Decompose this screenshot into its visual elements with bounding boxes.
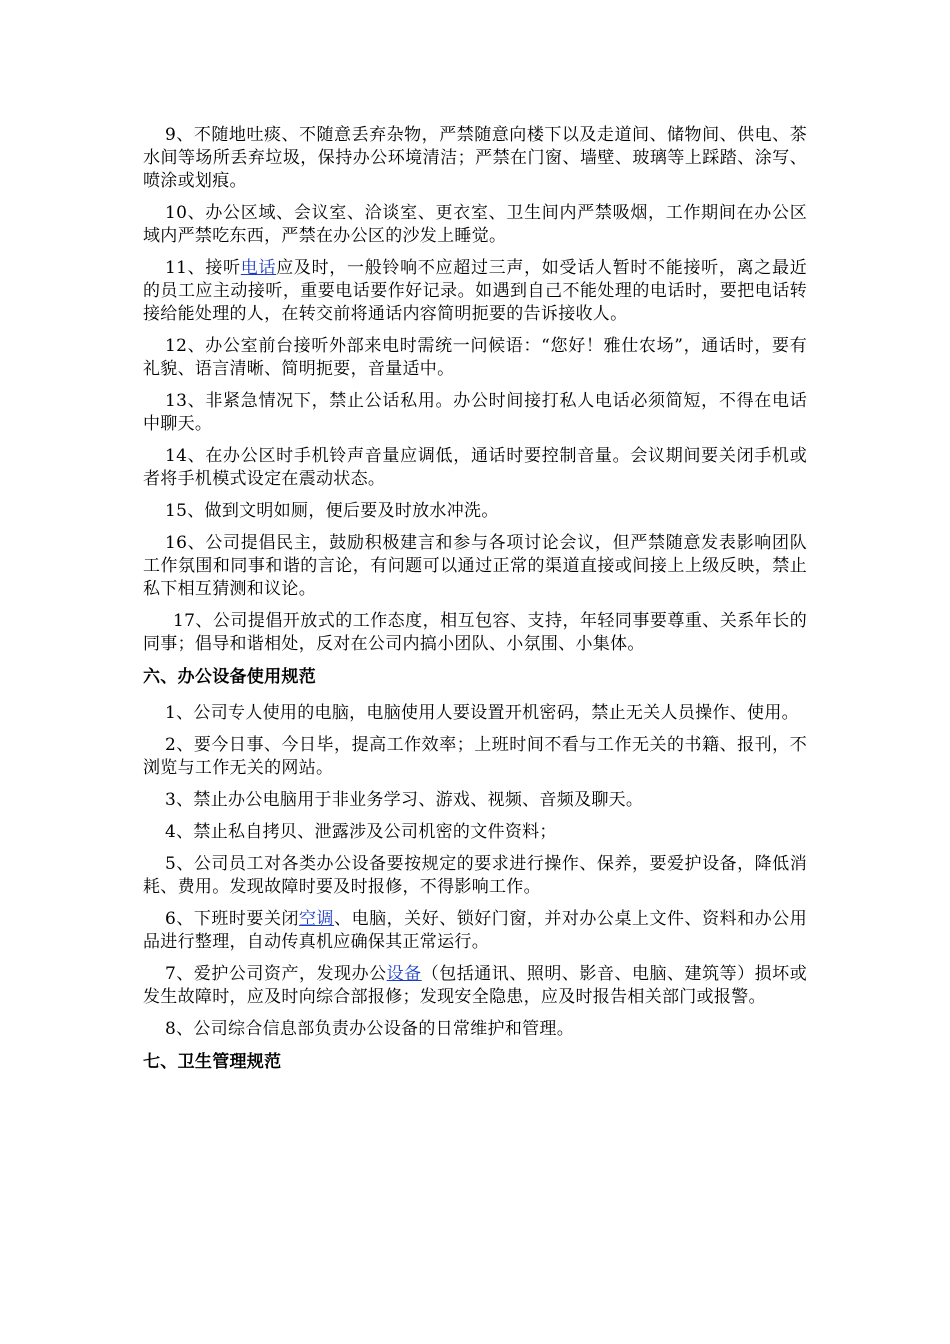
paragraph-text: 7、爱护公司资产，发现办公 (165, 964, 387, 984)
paragraph-text: 15、做到文明如厕，便后要及时放水冲洗。 (165, 501, 499, 521)
rules-list (143, 124, 807, 656)
paragraph-text: 12、办公室前台接听外部来电时需统一问候语：“您好！雅仕农场”，通话时，要有礼貌、语言清晰、简明扼要，音量适中。 (143, 336, 807, 379)
rule-paragraph-p17 (143, 610, 807, 656)
paragraph-text: 应及时，一般铃响不应超过三声，如受话人暂时不能接听，离之最近的员工应主动接听，重要电话要作好记录。如遇到自己不能处理的电话时，要把电话转接给能处理的人，在转交前将通话内容简明扼要的告诉接收人。 (143, 258, 807, 324)
paragraph-text: 14、在办公区时手机铃声音量应调低，通话时要控制音量。会议期间要关闭手机或者将手机模式设定在震动状态。 (143, 446, 807, 489)
rule-paragraph-p12 (143, 335, 807, 381)
rule-paragraph-p9 (143, 124, 807, 193)
hyperlink-e7-1[interactable]: 设备 (386, 964, 422, 984)
rule-paragraph-p10 (143, 202, 807, 248)
hyperlink-e6-1[interactable]: 空调 (299, 909, 335, 929)
paragraph-text: 11、接听 (165, 258, 241, 278)
rule-paragraph-e8 (143, 1018, 807, 1041)
rule-paragraph-e6 (143, 908, 807, 954)
hyperlink-p11-1[interactable]: 电话 (240, 258, 277, 278)
paragraph-text: 5、公司员工对各类办公设备要按规定的要求进行操作、保养，要爱护设备，降低消耗、费用。发现故障时要及时报修，不得影响工作。 (143, 854, 807, 897)
rule-paragraph-e5 (143, 853, 807, 899)
rule-paragraph-p11 (143, 257, 807, 326)
rule-paragraph-e4 (143, 821, 807, 844)
paragraph-text: 8、公司综合信息部负责办公设备的日常维护和管理。 (165, 1019, 575, 1039)
rule-paragraph-e2 (143, 734, 807, 780)
paragraph-text: 4、禁止私自拷贝、泄露涉及公司机密的文件资料； (165, 822, 557, 842)
section-heading-office-equipment: 六、办公设备使用规范 (143, 667, 316, 687)
paragraph-text: 16、公司提倡民主，鼓励积极建言和参与各项讨论会议，但严禁随意发表影响团队工作氛围和同事和谐的言论，有问题可以通过正常的渠道直接或间接上上级反映，禁止私下相互猜测和议论。 (143, 533, 807, 599)
paragraph-text: 3、禁止办公电脑用于非业务学习、游戏、视频、音频及聊天。 (165, 790, 644, 810)
rule-paragraph-e7 (143, 963, 807, 1009)
rule-paragraph-p14 (143, 445, 807, 491)
paragraph-text: 17、公司提倡开放式的工作态度，相互包容、支持，年轻同事要尊重、关系年长的同事；倡导和谐相处，反对在公司内搞小团队、小氛围、小集体。 (143, 611, 807, 654)
paragraph-text: 9、不随地吐痰、不随意丢弃杂物，严禁随意向楼下以及走道间、储物间、供电、茶水间等场所丢弃垃圾，保持办公环境清洁；严禁在门窗、墙壁、玻璃等上踩踏、涂写、喷涂或划痕。 (143, 125, 807, 191)
paragraph-text: （包括通讯、照明、影音、电脑、建筑等）损坏或发生故障时，应及时向综合部报修；发现安全隐患，应及时报告相关部门或报警。 (143, 964, 808, 1007)
rule-paragraph-p15 (143, 500, 807, 523)
paragraph-text: 1、公司专人使用的电脑，电脑使用人要设置开机密码，禁止无关人员操作、使用。 (165, 703, 799, 723)
paragraph-text: 6、下班时要关闭 (165, 909, 300, 929)
rule-paragraph-p13 (143, 390, 807, 436)
section-heading-hygiene: 七、卫生管理规范 (143, 1052, 282, 1072)
paragraph-text: 、电脑，关好、锁好门窗，并对办公桌上文件、资料和办公用品进行整理，自动传真机应确保其正常运行。 (143, 909, 807, 952)
rule-paragraph-e1 (143, 702, 807, 725)
rule-paragraph-p16 (143, 532, 807, 601)
equipment-rules-list (143, 702, 807, 1041)
document-page (143, 124, 807, 1087)
paragraph-text: 2、要今日事、今日毕，提高工作效率；上班时间不看与工作无关的书籍、报刊，不浏览与工作无关的网站。 (143, 735, 807, 778)
paragraph-text: 13、非紧急情况下，禁止公话私用。办公时间接打私人电话必须简短，不得在电话中聊天。 (143, 391, 807, 434)
rule-paragraph-e3 (143, 789, 807, 812)
paragraph-text: 10、办公区域、会议室、洽谈室、更衣室、卫生间内严禁吸烟，工作期间在办公区域内严禁吃东西，严禁在办公区的沙发上睡觉。 (143, 203, 807, 246)
